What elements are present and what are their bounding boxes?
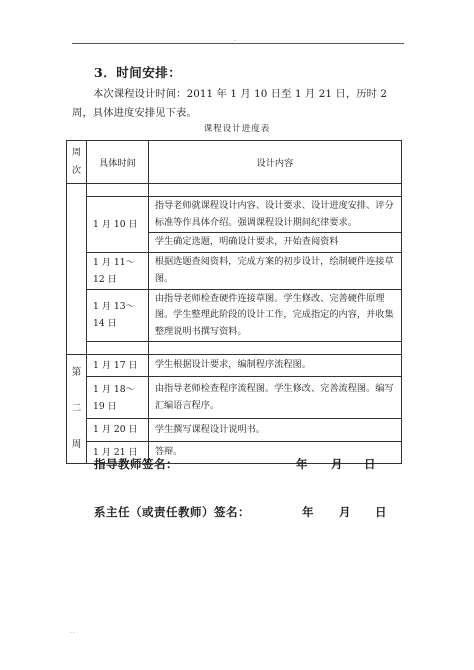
content-cell bbox=[148, 184, 401, 197]
header-dot: . bbox=[234, 36, 236, 43]
advisor-year-label: 年 bbox=[296, 457, 308, 471]
time-cell: 1 月 21 日 bbox=[86, 441, 148, 464]
table-row bbox=[67, 419, 402, 441]
table-row bbox=[67, 355, 402, 377]
section-heading: 3．时间安排： bbox=[94, 65, 182, 80]
intro-paragraph: 本次课程设计时间：2011 年 1 月 10 日至 1 月 21 日，历时 2 周，具体进度安排见下表。 bbox=[72, 88, 388, 119]
advisor-month-label: 月 bbox=[331, 457, 343, 471]
time-cell: 1 月 18～19 日 bbox=[86, 377, 148, 419]
table-header-row bbox=[67, 141, 402, 184]
dean-day-label: 日 bbox=[375, 505, 387, 519]
header-time: 具体时间 bbox=[86, 141, 148, 184]
header-week: 周次 bbox=[67, 141, 87, 184]
dean-month-label: 月 bbox=[339, 505, 351, 519]
content-cell: 根据选题查阅资料，完成方案的初步设计，绘制硬件连接草图。 bbox=[148, 252, 401, 289]
schedule-table bbox=[66, 140, 402, 464]
week-2-cell: 第二周 bbox=[67, 355, 87, 464]
time-cell: 1 月 10 日 bbox=[86, 197, 148, 253]
time-cell: 1 月 11～12 日 bbox=[86, 252, 148, 289]
content-cell: 由指导老师检查硬件连接草图。学生修改、完善硬件原理图。学生整理此阶段的设计工作，完成指定的内容，并收集整理说明书撰写资料。 bbox=[148, 289, 401, 342]
time-cell: 1 月 20 日 bbox=[86, 419, 148, 441]
table-row bbox=[67, 289, 402, 342]
header-rule bbox=[72, 43, 404, 44]
dean-signature-label: 系主任（或责任教师）签名： bbox=[94, 505, 250, 519]
header-content: 设计内容 bbox=[148, 141, 401, 184]
dean-year-label: 年 bbox=[302, 505, 314, 519]
table-row bbox=[67, 252, 402, 289]
content-cell: 学生撰写课程设计说明书。 bbox=[148, 419, 401, 441]
advisor-day-label: 日 bbox=[364, 457, 376, 471]
content-cell: 指导老师就课程设计内容、设计要求、设计进度安排、评分标准等作具体介绍。强调课程设计期间纪律要求。 bbox=[148, 197, 401, 233]
table-row bbox=[67, 197, 402, 233]
advisor-signature-label: 指导教师签名： bbox=[94, 457, 178, 471]
content-cell: 由指导老师检查程序流程图。学生修改、完善流程图。编写汇编语言程序。 bbox=[148, 377, 401, 419]
time-cell bbox=[86, 342, 148, 355]
footer-dots: .. bbox=[70, 628, 76, 635]
content-cell: 学生根据设计要求，编制程序流程图。 bbox=[148, 355, 401, 377]
week-1-cell bbox=[67, 184, 87, 355]
content-cell: 学生确定选题，明确设计要求，开始查阅资料 bbox=[148, 233, 401, 253]
time-cell: 1 月 17 日 bbox=[86, 355, 148, 377]
table-caption: 课程设计进度表 bbox=[203, 124, 271, 134]
time-cell bbox=[86, 184, 148, 197]
table-row bbox=[67, 184, 402, 197]
content-cell: 答辩。 bbox=[148, 441, 401, 464]
time-cell: 1 月 13～14 日 bbox=[86, 289, 148, 342]
table-row bbox=[67, 377, 402, 419]
table-row bbox=[67, 342, 402, 355]
content-cell bbox=[148, 342, 401, 355]
